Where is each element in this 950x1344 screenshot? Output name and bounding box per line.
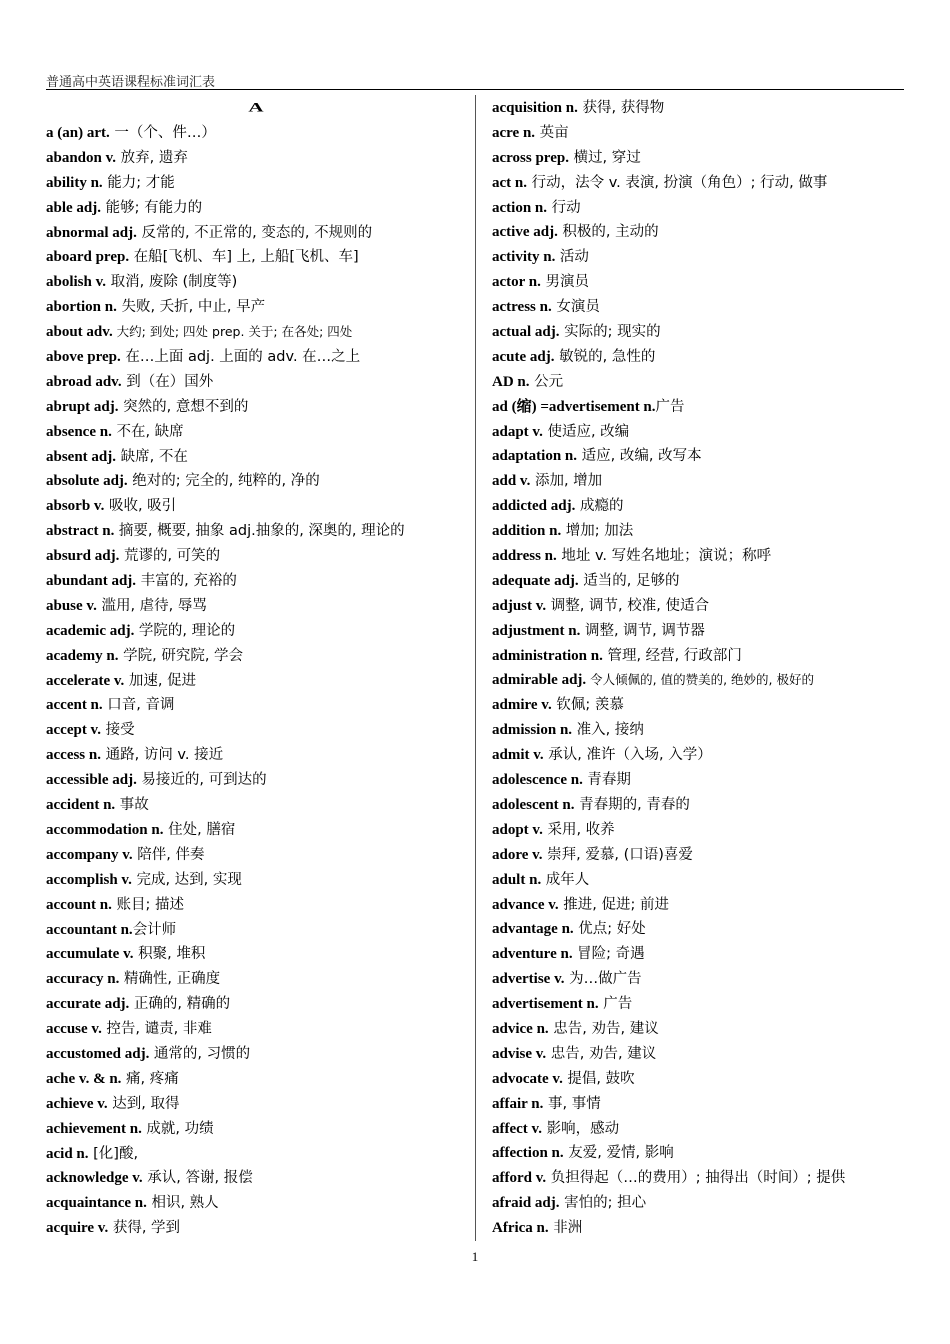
entry-definition: 横过, 穿过: [568, 149, 641, 166]
vocab-entry: [46, 1066, 466, 1091]
entry-definition: 敏锐的, 急性的: [554, 348, 656, 365]
entry-word: accurate adj.: [46, 996, 130, 1013]
entry-definition: 放弃, 遗弃: [116, 149, 188, 166]
entry-definition: 学院的, 理论的: [134, 622, 236, 639]
vocab-entry: [46, 817, 466, 842]
vocab-entry: [492, 991, 912, 1016]
entry-word: adventure n.: [492, 946, 573, 963]
vocab-entry: [46, 1041, 466, 1066]
vocab-entry: [492, 593, 912, 618]
entry-word: acknowledge v.: [46, 1170, 143, 1187]
entry-definition: 摘要, 概要, 抽象 adj.抽象的, 深奥的, 理论的: [114, 523, 405, 540]
vocab-entry: [46, 244, 466, 269]
entry-word: advise v.: [492, 1045, 547, 1062]
entry-word: access n.: [46, 747, 101, 764]
entry-definition: 通常的, 习惯的: [149, 1045, 251, 1062]
entry-definition: 陪伴, 伴奏: [132, 846, 205, 863]
entry-word: advertise v.: [492, 971, 565, 988]
entry-word: afford v.: [492, 1170, 547, 1187]
entry-definition: 完成, 达到, 实现: [131, 871, 242, 888]
entry-word: abandon v.: [46, 149, 117, 166]
entry-definition: 在…上面 adj. 上面的 adv. 在…之上: [120, 349, 361, 366]
entry-word: adaptation n.: [492, 448, 578, 465]
vocab-entry: [46, 269, 466, 294]
entry-word: ability n.: [46, 174, 103, 191]
entry-word: actual adj.: [492, 324, 560, 341]
entry-definition: 管理, 经营, 行政部门: [602, 647, 742, 664]
vocab-entry: [492, 1091, 912, 1116]
vocab-entry: [492, 892, 912, 917]
entry-word: acute adj.: [492, 348, 555, 365]
column-divider: [475, 95, 476, 1241]
entry-word: accompany v.: [46, 846, 133, 863]
entry-definition: 忠告, 劝告, 建议: [548, 1020, 659, 1037]
entry-definition: 负担得起（…的费用）; 抽得出（时间）; 提供: [546, 1170, 846, 1187]
entry-word: act n.: [492, 174, 527, 191]
entry-word: aboard prep.: [46, 249, 130, 266]
vocab-entry: [492, 667, 912, 692]
entry-definition: 忠告, 劝告, 建议: [546, 1045, 657, 1062]
entry-definition: 添加, 增加: [530, 473, 603, 490]
entry-definition: 积极的, 主动的: [557, 224, 659, 241]
entry-word: admit v.: [492, 747, 544, 764]
entry-definition: 青春期的, 青春的: [574, 796, 690, 813]
entry-word: accuracy n.: [46, 971, 120, 988]
entry-definition: 令人倾佩的, 值的赞美的, 绝妙的, 极好的: [586, 672, 814, 688]
vocab-entry: [46, 568, 466, 593]
entry-definition: 适当的, 足够的: [578, 572, 680, 589]
entry-definition: 实际的; 现实的: [559, 324, 661, 341]
entry-definition: 不在, 缺席: [111, 423, 184, 440]
vocab-entry: [46, 1215, 466, 1240]
entry-word: academy n.: [46, 647, 119, 664]
entry-word: abroad adv.: [46, 373, 122, 390]
vocab-entry: [46, 1165, 466, 1190]
entry-definition: 能够; 有能力的: [101, 199, 203, 216]
vocab-entry: [46, 668, 466, 693]
vocab-entry: [492, 941, 912, 966]
vocab-entry: [46, 1141, 466, 1166]
entry-word: ache v. & n.: [46, 1070, 122, 1087]
vocab-entry: [492, 1116, 912, 1141]
vocab-entry: [46, 1190, 466, 1215]
vocab-entry: [492, 195, 912, 220]
vocab-entry: [46, 444, 466, 469]
entry-word: AD n.: [492, 373, 530, 390]
header-title: 普通高中英语课程标准词汇表: [46, 75, 216, 90]
vocab-entry: [46, 294, 466, 319]
vocab-entry: [492, 493, 912, 518]
entry-definition: 广告: [598, 996, 633, 1013]
entry-definition: 活动: [555, 249, 589, 266]
entry-word: admire v.: [492, 697, 552, 714]
vocab-entry: [492, 244, 912, 269]
entry-definition: 事故: [115, 797, 149, 814]
entry-definition: 住处, 膳宿: [163, 821, 236, 838]
entry-definition: 成瘾的: [575, 498, 624, 515]
entry-word: accountant n.: [46, 921, 133, 938]
vocab-entry: [46, 593, 466, 618]
vocab-entry: [492, 1165, 912, 1190]
entry-word: abundant adj.: [46, 573, 137, 590]
entry-definition: 成就, 功绩: [141, 1120, 214, 1137]
entry-word: adopt v.: [492, 821, 543, 838]
entry-definition: 适应, 改编, 改写本: [577, 448, 702, 465]
vocab-entry: [492, 419, 912, 444]
entry-word: advocate v.: [492, 1070, 563, 1087]
entry-word: accent n.: [46, 697, 103, 714]
vocab-entry: [492, 643, 912, 668]
entry-definition: 调整, 调节, 调节器: [580, 622, 705, 639]
vocab-entry: [46, 692, 466, 717]
entry-definition: 使适应, 改编: [542, 423, 630, 440]
entry-definition: 采用, 收养: [542, 821, 615, 838]
vocab-entry: [46, 543, 466, 568]
entry-word: accomplish v.: [46, 871, 132, 888]
entry-word: acid n.: [46, 1145, 89, 1162]
entry-word: accommodation n.: [46, 821, 164, 838]
entry-word: abrupt adj.: [46, 398, 119, 415]
vocab-entry: [492, 344, 912, 369]
entry-word: accessible adj.: [46, 772, 137, 789]
entry-definition: 吸收, 吸引: [104, 498, 177, 515]
vocab-entry: [46, 220, 466, 245]
entry-definition: 影响，感动: [541, 1120, 620, 1137]
entry-definition: 女演员: [551, 299, 600, 316]
vocab-entry: [492, 742, 912, 767]
entry-word: acquisition n.: [492, 100, 578, 116]
entry-definition: 精确性, 正确度: [119, 971, 221, 988]
vocab-entry: [46, 419, 466, 444]
entry-definition: 成年人: [541, 871, 590, 888]
entry-definition: 钦佩; 羡慕: [551, 697, 624, 714]
entry-definition: [化]酸,: [88, 1145, 139, 1162]
vocab-entry: [46, 792, 466, 817]
entry-word: advice n.: [492, 1020, 549, 1037]
vocab-entry: [46, 941, 466, 966]
entry-word: active adj.: [492, 224, 558, 241]
entry-definition: 易接近的, 可到达的: [136, 772, 267, 789]
vocab-entry: [46, 344, 466, 369]
entry-definition: 男演员: [540, 274, 589, 291]
vocab-entry: [492, 817, 912, 842]
vocab-entry: [492, 394, 912, 419]
right-column: [492, 95, 912, 1240]
vocab-entry: [492, 966, 912, 991]
entry-word: account n.: [46, 896, 112, 913]
vocab-entry: [46, 468, 466, 493]
vocab-entry: [46, 917, 466, 942]
entry-word: adolescent n.: [492, 796, 575, 813]
vocab-entry: [46, 742, 466, 767]
entry-word: accustomed adj.: [46, 1045, 150, 1062]
entry-definition: 大约; 到处; 四处 prep. 关于; 在各处; 四处: [112, 324, 353, 340]
vocab-entry: [46, 842, 466, 867]
vocab-entry: [492, 767, 912, 792]
entry-word: abolish v.: [46, 274, 107, 291]
entry-word: action n.: [492, 199, 548, 216]
entry-definition: 荒谬的, 可笑的: [119, 548, 221, 565]
vocab-entry: [46, 145, 466, 170]
vocab-entry: [46, 319, 466, 344]
entry-word: admission n.: [492, 722, 573, 739]
entry-definition: 绝对的; 完全的, 纯粹的, 净的: [127, 473, 320, 490]
vocab-entry: [492, 95, 912, 120]
entry-word: absurd adj.: [46, 548, 120, 565]
vocab-entry: [492, 1190, 912, 1215]
entry-word: accident n.: [46, 797, 116, 814]
entry-definition: 突然的, 意想不到的: [118, 398, 249, 415]
entry-definition: 到（在）国外: [121, 373, 214, 390]
vocab-entry: [492, 468, 912, 493]
entry-definition: 害怕的; 担心: [559, 1195, 647, 1212]
entry-definition: 失败, 夭折, 中止, 早产: [116, 299, 266, 316]
entry-definition: 英亩: [535, 124, 569, 141]
entry-word: accuse v.: [46, 1021, 102, 1038]
entry-definition: 获得, 获得物: [577, 100, 665, 116]
vocab-entry: [46, 170, 466, 195]
entry-word: abnormal adj.: [46, 224, 137, 241]
entry-word: academic adj.: [46, 622, 135, 639]
entry-definition: 控告, 谴责, 非难: [101, 1021, 212, 1038]
entry-definition: 口音, 音调: [102, 697, 175, 714]
page-number: 1: [471, 1249, 479, 1264]
entry-word: affect v.: [492, 1120, 542, 1137]
entry-word: advance v.: [492, 896, 559, 913]
vocab-entry: [46, 1091, 466, 1116]
entry-word: addicted adj.: [492, 498, 576, 515]
vocab-entry: [492, 319, 912, 344]
entry-word: ad (缩) =advertisement n.: [492, 398, 656, 415]
vocab-entry: [492, 219, 912, 244]
entry-word: adapt v.: [492, 423, 543, 440]
vocab-entry: [492, 792, 912, 817]
entry-word: adjustment n.: [492, 622, 581, 639]
entry-definition: 青春期: [582, 772, 631, 789]
entry-definition: 相识, 熟人: [146, 1195, 219, 1212]
entry-word: adjust v.: [492, 597, 547, 614]
entry-word: above prep.: [46, 349, 121, 366]
entry-definition: 行动，法令 v. 表演, 扮演（角色）; 行动, 做事: [527, 174, 828, 191]
entry-definition: 加速, 促进: [124, 672, 197, 689]
entry-word: administration n.: [492, 647, 603, 664]
entry-word: a (an) art.: [46, 125, 110, 141]
vocab-entry: [492, 867, 912, 892]
vocab-entry: [492, 120, 912, 145]
entry-word: advantage n.: [492, 921, 574, 938]
vocab-entry: [46, 120, 466, 145]
vocab-entry: [492, 618, 912, 643]
entry-word: absence n.: [46, 423, 112, 440]
entry-word: activity n.: [492, 249, 556, 266]
vocab-entry: [492, 294, 912, 319]
vocab-entry: [46, 618, 466, 643]
entry-word: actor n.: [492, 274, 541, 291]
entry-definition: 取消, 废除 (制度等): [106, 274, 238, 291]
vocab-entry: [492, 1140, 912, 1165]
entry-word: adult n.: [492, 871, 542, 888]
entry-word: abuse v.: [46, 597, 97, 614]
vocab-entry: [46, 867, 466, 892]
entry-word: able adj.: [46, 199, 102, 216]
entry-definition: 学院, 研究院, 学会: [118, 647, 244, 664]
entry-definition: 为…做广告: [564, 971, 642, 988]
entry-definition: 准入, 接纳: [572, 722, 644, 739]
entry-definition: 友爱, 爱情, 影响: [563, 1145, 674, 1162]
entry-definition: 反常的, 不正常的, 变态的, 不规则的: [136, 224, 373, 241]
entry-definition: 冒险; 奇遇: [572, 946, 645, 963]
entry-word: addition n.: [492, 523, 562, 540]
vocab-entry: [46, 892, 466, 917]
left-column: [46, 95, 466, 1240]
vocab-entry: [492, 1016, 912, 1041]
entry-word: afraid adj.: [492, 1195, 560, 1212]
vocab-entry: [492, 269, 912, 294]
entry-definition: 在船[飞机、车] 上, 上船[飞机、车]: [129, 249, 359, 266]
entry-definition: 行动: [547, 199, 581, 216]
vocab-entry: [46, 518, 466, 543]
entry-definition: 痛, 疼痛: [121, 1070, 179, 1087]
entry-word: acquire v.: [46, 1220, 109, 1237]
entry-word: affection n.: [492, 1145, 564, 1162]
entry-word: absent adj.: [46, 448, 117, 465]
vocab-entry: [492, 842, 912, 867]
entry-definition: 正确的, 精确的: [129, 996, 231, 1013]
vocab-entry: [492, 543, 912, 568]
section-letter: A: [248, 99, 264, 115]
entry-definition: 一（个、件…）: [109, 125, 216, 141]
entry-word: affair n.: [492, 1095, 544, 1112]
entry-word: accumulate v.: [46, 946, 134, 963]
vocab-entry: [46, 991, 466, 1016]
vocab-entry: [492, 1066, 912, 1091]
entry-word: acre n.: [492, 124, 536, 141]
entry-word: about adv.: [46, 324, 113, 341]
entry-word: adolescence n.: [492, 772, 583, 789]
vocab-entry: [492, 170, 912, 195]
vocab-entry: [492, 145, 912, 170]
entry-word: achievement n.: [46, 1120, 142, 1137]
vocab-entry: [46, 966, 466, 991]
page-header: [46, 71, 904, 90]
vocab-entry: [46, 1016, 466, 1041]
vocab-entry: [46, 493, 466, 518]
vocab-entry: [46, 1116, 466, 1141]
entry-definition: 获得, 学到: [108, 1220, 181, 1237]
entry-definition: 推进, 促进; 前进: [558, 896, 670, 913]
entry-word: actress n.: [492, 299, 552, 316]
entry-definition: 事, 事情: [543, 1095, 601, 1112]
vocab-entry: [46, 195, 466, 220]
entry-word: accelerate v.: [46, 672, 125, 689]
entry-definition: 承认, 答谢, 报偿: [142, 1170, 253, 1187]
vocab-entry: [46, 717, 466, 742]
entry-word: adore v.: [492, 846, 543, 863]
entry-word: address n.: [492, 548, 557, 565]
entry-definition: 积聚, 堆积: [133, 946, 206, 963]
entry-definition: 接受: [100, 722, 135, 739]
entry-definition: 达到, 取得: [107, 1095, 180, 1112]
entry-definition: 崇拜, 爱慕, (口语)喜爱: [542, 846, 693, 863]
vocab-entry: [46, 643, 466, 668]
entry-word: acquaintance n.: [46, 1195, 147, 1212]
vocab-entry: [492, 1215, 912, 1240]
vocab-entry: [46, 369, 466, 394]
entry-definition: 账目; 描述: [111, 896, 184, 913]
vocab-entry: [492, 568, 912, 593]
vocab-entry: [46, 394, 466, 419]
entry-word: add v.: [492, 473, 531, 490]
vocab-entry: [492, 369, 912, 394]
entry-definition: 非洲: [548, 1220, 583, 1237]
entry-word: admirable adj.: [492, 672, 587, 689]
entry-definition: 公元: [529, 373, 564, 390]
entry-definition: 增加; 加法: [561, 523, 634, 540]
entry-word: abortion n.: [46, 299, 117, 316]
entry-word: absorb v.: [46, 498, 105, 515]
entry-definition: 承认, 准许（入场, 入学）: [543, 747, 712, 764]
entry-definition: 丰富的, 充裕的: [136, 573, 237, 590]
entry-definition: 滥用, 虐待, 辱骂: [96, 597, 207, 614]
vocab-entry: [492, 1041, 912, 1066]
entry-word: advertisement n.: [492, 996, 599, 1013]
entry-definition: 能力; 才能: [102, 174, 175, 191]
entry-word: adequate adj.: [492, 572, 579, 589]
entry-definition: 通路, 访问 v. 接近: [101, 747, 224, 764]
vocab-entry: [492, 518, 912, 543]
vocab-entry: [492, 692, 912, 717]
entry-word: across prep.: [492, 149, 569, 166]
vocab-entry: [46, 767, 466, 792]
entry-definition: 会计师: [132, 921, 177, 938]
entry-definition: 缺席, 不在: [116, 448, 188, 465]
entry-word: achieve v.: [46, 1095, 108, 1112]
entry-word: accept v.: [46, 722, 101, 739]
vocab-entry: [492, 916, 912, 941]
entry-definition: 广告: [655, 398, 685, 415]
vocab-entry: [492, 717, 912, 742]
entry-definition: 地址 v. 写姓名地址；演说；称呼: [556, 548, 772, 565]
entry-definition: 提倡, 鼓吹: [562, 1070, 635, 1087]
entry-definition: 调整, 调节, 校准, 使适合: [546, 597, 709, 614]
vocab-entry: [492, 443, 912, 468]
entry-word: abstract n.: [46, 523, 115, 540]
entry-word: absolute adj.: [46, 473, 128, 490]
entry-word: Africa n.: [492, 1220, 549, 1237]
entry-definition: 优点; 好处: [573, 921, 646, 938]
